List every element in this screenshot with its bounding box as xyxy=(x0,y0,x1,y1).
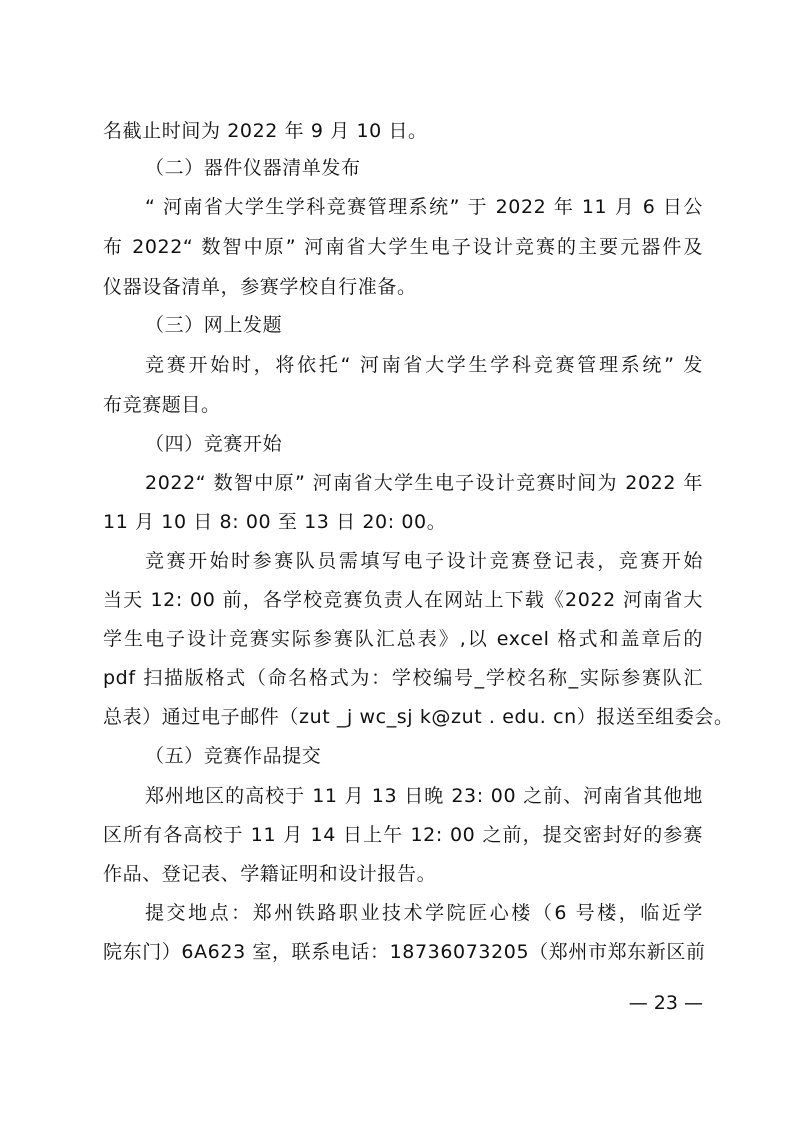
paragraph-line: 学生电子设计竞赛实际参赛队汇总表》,以 excel 格式和盖章后的 xyxy=(103,628,703,650)
paragraph-line: 院东门）6A623 室，联系电话：18736073205（郑州市郑东新区前 xyxy=(103,941,706,963)
paragraph-line: 11 月 10 日 8: 00 至 13 日 20: 00。 xyxy=(103,511,447,533)
section-heading: （二）器件仪器清单发布 xyxy=(145,157,361,179)
page-number: — 23 — xyxy=(628,992,703,1014)
paragraph-line: 作品、登记表、学籍证明和设计报告。 xyxy=(103,863,437,885)
paragraph-line: 竞赛开始时，将依托“ 河南省大学生学科竞赛管理系统” 发 xyxy=(145,354,703,376)
paragraph-line: 当天 12: 00 前，各学校竞赛负责人在网站上下载《2022 河南省大 xyxy=(103,589,703,611)
paragraph-line: 提交地点：郑州铁路职业技术学院匠心楼（6 号楼，临近学 xyxy=(145,902,703,924)
paragraph-line: 郑州地区的高校于 11 月 13 日晚 23: 00 之前、河南省其他地 xyxy=(145,785,703,807)
section-heading: （三）网上发题 xyxy=(145,314,283,336)
paragraph-line: 布竞赛题目。 xyxy=(103,394,221,416)
paragraph-line: “ 河南省大学生学科竞赛管理系统” 于 2022 年 11 月 6 日公 xyxy=(145,196,703,218)
section-heading: （五）竞赛作品提交 xyxy=(145,745,322,767)
paragraph-line: 2022“ 数智中原” 河南省大学生电子设计竞赛时间为 2022 年 xyxy=(145,472,703,494)
paragraph-line: pdf 扫描版格式（命名格式为：学校编号_学校名称_实际参赛队汇 xyxy=(103,667,703,689)
paragraph-line: 布 2022“ 数智中原” 河南省大学生电子设计竞赛的主要元器件及 xyxy=(103,236,703,258)
paragraph-line: 仪器设备清单，参赛学校自行准备。 xyxy=(103,276,417,298)
paragraph-line: 竞赛开始时参赛队员需填写电子设计竞赛登记表，竞赛开始 xyxy=(145,550,703,572)
section-heading: （四）竞赛开始 xyxy=(145,433,283,455)
paragraph-line: 名截止时间为 2022 年 9 月 10 日。 xyxy=(103,120,428,142)
paragraph-line: 总表）通过电子邮件（zut _j wc_sj k@zut . edu. cn）报送至组委会。 xyxy=(103,706,734,728)
paragraph-line: 区所有各高校于 11 月 14 日上午 12: 00 之前，提交密封好的参赛 xyxy=(103,824,703,846)
